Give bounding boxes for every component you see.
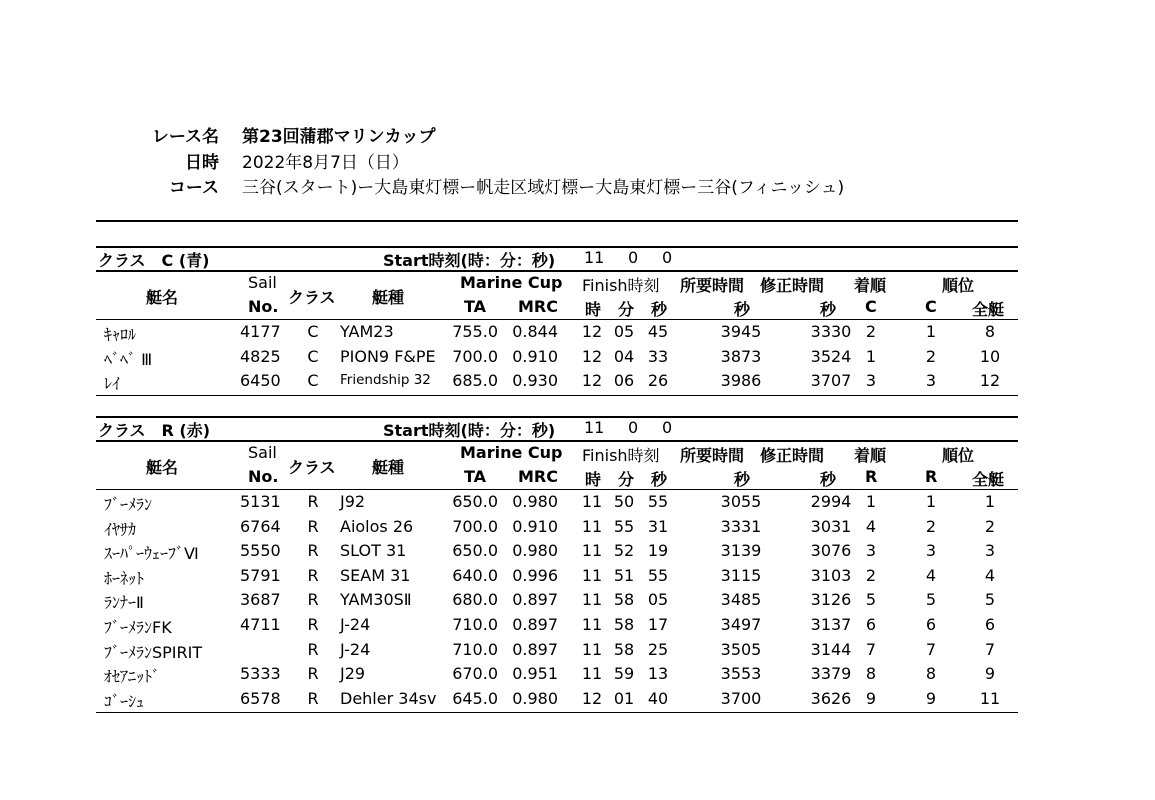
cell-cls: R (307, 639, 319, 659)
cell-cls: C (307, 322, 319, 341)
cell-mrc: 0.951 (512, 664, 558, 684)
cell-overall: 8 (984, 322, 996, 341)
cell-overall: 5 (984, 590, 996, 610)
cell-m: 59 (613, 664, 635, 684)
start-hour: 11 (584, 248, 605, 267)
result-row (96, 539, 1018, 563)
cell-cls: R (307, 590, 319, 610)
cell-type: YAM30SⅡ (340, 590, 412, 610)
cell-elapsed: 3139 (720, 541, 762, 561)
cell-name: ｺﾞｰｼｭ (104, 691, 145, 711)
cell-sail: 4711 (240, 615, 281, 634)
cell-corrected: 3707 (810, 371, 852, 391)
cell-s: 33 (647, 346, 669, 366)
cell-elapsed: 3055 (720, 492, 762, 511)
section-bottom-rule (96, 395, 1018, 396)
cell-m: 51 (613, 565, 635, 585)
cell-name: ｲﾔｻｶ (104, 519, 137, 539)
cell-corrected: 3076 (810, 541, 852, 561)
header-second: 秒 (651, 300, 668, 319)
cell-arrival: 9 (865, 688, 877, 708)
cell-type: SEAM 31 (340, 565, 411, 585)
cell-mrc: 0.844 (512, 322, 558, 341)
header-minute: 分 (618, 300, 635, 319)
section-top-rule (96, 416, 1018, 418)
header-elapsed-sec: 秒 (734, 470, 751, 489)
start-hour: 11 (584, 418, 605, 437)
cell-mrc: 0.910 (512, 346, 558, 366)
header-ta: TA (464, 297, 487, 316)
header-mrc: MRC (518, 297, 558, 316)
header-hour: 時 (585, 300, 602, 319)
cell-arrival: 2 (865, 322, 877, 341)
header-finish: Finish時刻 (582, 446, 660, 465)
header-marine-cup: Marine Cup (460, 443, 563, 462)
cell-overall: 2 (984, 516, 996, 536)
cell-corrected: 3524 (810, 346, 852, 366)
start-second: 0 (662, 418, 673, 437)
cell-h: 12 (581, 371, 603, 391)
cell-m: 05 (613, 322, 635, 341)
cell-h: 11 (581, 615, 603, 634)
section-title: クラス R (赤) (98, 421, 211, 440)
result-row (96, 490, 1018, 514)
cell-arrival: 4 (865, 516, 877, 536)
cell-m: 52 (613, 541, 635, 561)
cell-arrival: 3 (865, 371, 877, 391)
header-ranking-class: C (925, 297, 937, 316)
section-title-rule (96, 270, 1018, 272)
cell-type: J-24 (340, 615, 371, 634)
cell-m: 58 (613, 590, 635, 610)
section-top-rule (96, 246, 1018, 248)
cell-m: 04 (613, 346, 635, 366)
cell-elapsed: 3485 (720, 590, 762, 610)
header-corrected-sec: 秒 (820, 470, 837, 489)
cell-corrected: 3379 (810, 664, 852, 684)
cell-rank: 6 (925, 615, 937, 634)
header-class: クラス (288, 288, 336, 307)
header-ranking-class: R (925, 467, 938, 486)
cell-type: PION9 F&PE (340, 346, 436, 366)
cell-rank: 2 (925, 516, 937, 536)
start-time-label: Start時刻(時：分：秒) (383, 251, 556, 270)
cell-type: J29 (340, 664, 366, 684)
cell-sail: 4177 (240, 322, 281, 341)
cell-elapsed: 3945 (720, 322, 762, 341)
cell-name: ｷｬﾛﾙ (104, 325, 137, 344)
cell-mrc: 0.930 (512, 371, 558, 391)
cell-corrected: 3137 (810, 615, 852, 634)
section-title: クラス C (青) (98, 251, 210, 270)
result-row (96, 687, 1018, 711)
start-second: 0 (662, 248, 673, 267)
cell-cls: C (307, 371, 319, 391)
cell-cls: R (307, 516, 319, 536)
header-name: 艇名 (146, 288, 179, 307)
cell-name: ｵｾｱﾆｯﾄﾞ (104, 667, 161, 687)
cell-rank: 3 (925, 371, 937, 391)
cell-type: SLOT 31 (340, 541, 407, 561)
cell-name: ﾗﾝﾅｰⅡ (104, 593, 144, 613)
cell-mrc: 0.980 (512, 541, 558, 561)
cell-h: 12 (581, 322, 603, 341)
cell-overall: 11 (979, 688, 1001, 708)
cell-elapsed: 3553 (720, 664, 762, 684)
cell-mrc: 0.897 (512, 639, 558, 659)
cell-cls: R (307, 541, 319, 561)
header-sail-1: Sail (248, 443, 277, 462)
cell-name: ﾍﾞﾍﾞ Ⅲ (104, 349, 153, 369)
cell-elapsed: 3986 (720, 371, 762, 391)
cell-type: J92 (340, 492, 366, 511)
result-row (96, 638, 1018, 662)
race-course-label: コース (168, 178, 219, 198)
header-elapsed: 所要時間 (680, 446, 745, 465)
start-time-label: Start時刻(時：分：秒) (383, 421, 556, 440)
cell-ta: 670.0 (452, 664, 498, 684)
header-corrected: 修正時間 (760, 446, 825, 465)
start-minute: 0 (628, 418, 639, 437)
cell-m: 06 (613, 371, 635, 391)
section-bottom-rule (96, 712, 1018, 713)
cell-m: 55 (613, 516, 635, 536)
cell-corrected: 3626 (810, 688, 852, 708)
cell-mrc: 0.897 (512, 590, 558, 610)
header-second: 秒 (651, 470, 668, 489)
cell-sail: 5791 (240, 565, 281, 585)
cell-rank: 4 (925, 565, 937, 585)
cell-rank: 9 (925, 688, 937, 708)
cell-type: YAM23 (340, 322, 394, 341)
cell-rank: 8 (925, 664, 937, 684)
cell-mrc: 0.980 (512, 492, 558, 511)
cell-m: 01 (613, 688, 635, 708)
cell-rank: 3 (925, 541, 937, 561)
header-corrected-sec: 秒 (820, 300, 837, 319)
cell-ta: 755.0 (452, 322, 498, 341)
header-type: 艇種 (372, 458, 405, 477)
cell-rank: 7 (925, 639, 937, 659)
header-sail-2: No. (248, 297, 279, 316)
cell-sail: 5131 (240, 492, 281, 511)
cell-cls: C (307, 346, 319, 366)
cell-s: 13 (647, 664, 669, 684)
divider (96, 220, 1018, 222)
result-row (96, 345, 1018, 369)
cell-s: 55 (647, 492, 669, 511)
result-row (96, 613, 1018, 637)
cell-h: 11 (581, 590, 603, 610)
cell-corrected: 3126 (810, 590, 852, 610)
cell-ta: 685.0 (452, 371, 498, 391)
cell-h: 12 (581, 688, 603, 708)
cell-overall: 4 (984, 565, 996, 585)
cell-h: 11 (581, 492, 603, 511)
cell-ta: 700.0 (452, 346, 498, 366)
cell-s: 45 (647, 322, 669, 341)
header-ranking: 順位 (942, 276, 975, 295)
cell-type: Aiolos 26 (340, 516, 414, 536)
cell-cls: R (307, 688, 319, 708)
header-name: 艇名 (146, 458, 179, 477)
cell-sail: 5333 (240, 664, 281, 684)
cell-corrected: 3031 (810, 516, 852, 536)
cell-arrival: 6 (865, 615, 877, 634)
header-elapsed: 所要時間 (680, 276, 745, 295)
header-arrival: 着順 (854, 276, 887, 295)
cell-elapsed: 3700 (720, 688, 762, 708)
cell-elapsed: 3331 (720, 516, 762, 536)
cell-rank: 2 (925, 346, 937, 366)
cell-s: 19 (647, 541, 669, 561)
header-sail-2: No. (248, 467, 279, 486)
cell-elapsed: 3873 (720, 346, 762, 366)
race-date-label: 日時 (185, 153, 219, 173)
cell-overall: 12 (979, 371, 1001, 391)
race-date: 2022年8月7日（日） (242, 153, 409, 173)
cell-overall: 10 (979, 346, 1001, 366)
cell-h: 11 (581, 639, 603, 659)
cell-corrected: 3144 (810, 639, 852, 659)
header-hour: 時 (585, 470, 602, 489)
cell-mrc: 0.897 (512, 615, 558, 634)
cell-s: 17 (647, 615, 669, 634)
cell-s: 40 (647, 688, 669, 708)
cell-h: 11 (581, 565, 603, 585)
cell-cls: R (307, 664, 319, 684)
result-row (96, 320, 1018, 344)
cell-mrc: 0.910 (512, 516, 558, 536)
cell-rank: 1 (925, 492, 937, 511)
cell-ta: 700.0 (452, 516, 498, 536)
cell-m: 58 (613, 639, 635, 659)
cell-cls: R (307, 615, 319, 634)
header-minute: 分 (618, 470, 635, 489)
cell-overall: 3 (984, 541, 996, 561)
cell-elapsed: 3505 (720, 639, 762, 659)
cell-sail: 5550 (240, 541, 281, 561)
cell-arrival: 8 (865, 664, 877, 684)
cell-ta: 650.0 (452, 492, 498, 511)
cell-overall: 9 (984, 664, 996, 684)
cell-ta: 710.0 (452, 639, 498, 659)
header-arrival-class: R (865, 467, 878, 486)
header-arrival: 着順 (854, 446, 887, 465)
cell-s: 05 (647, 590, 669, 610)
cell-h: 12 (581, 346, 603, 366)
header-overall: 全艇 (972, 470, 1005, 489)
class-r-section (96, 416, 1018, 716)
cell-overall: 1 (984, 492, 996, 511)
result-row (96, 564, 1018, 588)
cell-h: 11 (581, 541, 603, 561)
cell-mrc: 0.980 (512, 688, 558, 708)
cell-h: 11 (581, 664, 603, 684)
cell-sail: 6450 (240, 371, 281, 391)
header-marine-cup: Marine Cup (460, 273, 563, 292)
cell-s: 55 (647, 565, 669, 585)
cell-ta: 640.0 (452, 565, 498, 585)
cell-type: Dehler 34sv (340, 688, 437, 708)
header-sail-1: Sail (248, 273, 277, 292)
cell-mrc: 0.996 (512, 565, 558, 585)
header-arrival-class: C (865, 297, 877, 316)
cell-sail: 4825 (240, 346, 281, 366)
cell-h: 11 (581, 516, 603, 536)
cell-ta: 650.0 (452, 541, 498, 561)
header-overall: 全艇 (972, 300, 1005, 319)
cell-elapsed: 3497 (720, 615, 762, 634)
cell-corrected: 3330 (810, 322, 852, 341)
header-elapsed-sec: 秒 (734, 300, 751, 319)
result-row (96, 662, 1018, 686)
section-title-rule (96, 440, 1018, 442)
cell-name: ｽｰﾊﾟｰｳｪｰﾌﾞⅥ (104, 544, 199, 564)
cell-cls: R (307, 492, 319, 511)
cell-arrival: 3 (865, 541, 877, 561)
cell-s: 25 (647, 639, 669, 659)
cell-sail: 3687 (240, 590, 281, 610)
cell-rank: 1 (925, 322, 937, 341)
header-finish: Finish時刻 (582, 276, 660, 295)
cell-arrival: 1 (865, 492, 877, 511)
cell-name: ﾚｲ (104, 374, 121, 394)
race-name-label: レース名 (151, 127, 219, 147)
result-row (96, 369, 1018, 393)
cell-s: 26 (647, 371, 669, 391)
cell-name: ﾌﾞｰﾒﾗﾝFK (104, 618, 172, 637)
cell-corrected: 2994 (810, 492, 852, 511)
cell-name: ﾌﾞｰﾒﾗﾝSPIRIT (104, 642, 203, 662)
header-type: 艇種 (372, 288, 405, 307)
cell-name: ﾌﾞｰﾒﾗﾝ (104, 495, 153, 514)
cell-overall: 6 (984, 615, 996, 634)
cell-overall: 7 (984, 639, 996, 659)
header-class: クラス (288, 458, 336, 477)
cell-sail: 6764 (240, 516, 281, 536)
cell-ta: 710.0 (452, 615, 498, 634)
cell-arrival: 2 (865, 565, 877, 585)
race-course: 三谷(スタート)ー大島東灯標ー帆走区域灯標ー大島東灯標ー三谷(フィニッシュ) (242, 178, 845, 198)
result-row (96, 588, 1018, 612)
cell-ta: 680.0 (452, 590, 498, 610)
header-ta: TA (464, 467, 487, 486)
cell-s: 31 (647, 516, 669, 536)
cell-type: Friendship 32 (340, 372, 431, 389)
result-row (96, 515, 1018, 539)
cell-arrival: 1 (865, 346, 877, 366)
start-minute: 0 (628, 248, 639, 267)
cell-ta: 645.0 (452, 688, 498, 708)
cell-elapsed: 3115 (720, 565, 762, 585)
cell-sail: 6578 (240, 688, 281, 708)
race-name: 第23回蒲郡マリンカップ (242, 127, 436, 147)
cell-m: 50 (613, 492, 635, 511)
cell-m: 58 (613, 615, 635, 634)
cell-type: J-24 (340, 639, 371, 659)
cell-cls: R (307, 565, 319, 585)
cell-arrival: 7 (865, 639, 877, 659)
cell-name: ﾎｰﾈｯﾄ (104, 568, 145, 588)
cell-corrected: 3103 (810, 565, 852, 585)
header-mrc: MRC (518, 467, 558, 486)
class-c-section (96, 246, 1018, 396)
header-ranking: 順位 (942, 446, 975, 465)
cell-rank: 5 (925, 590, 937, 610)
header-corrected: 修正時間 (760, 276, 825, 295)
cell-arrival: 5 (865, 590, 877, 610)
